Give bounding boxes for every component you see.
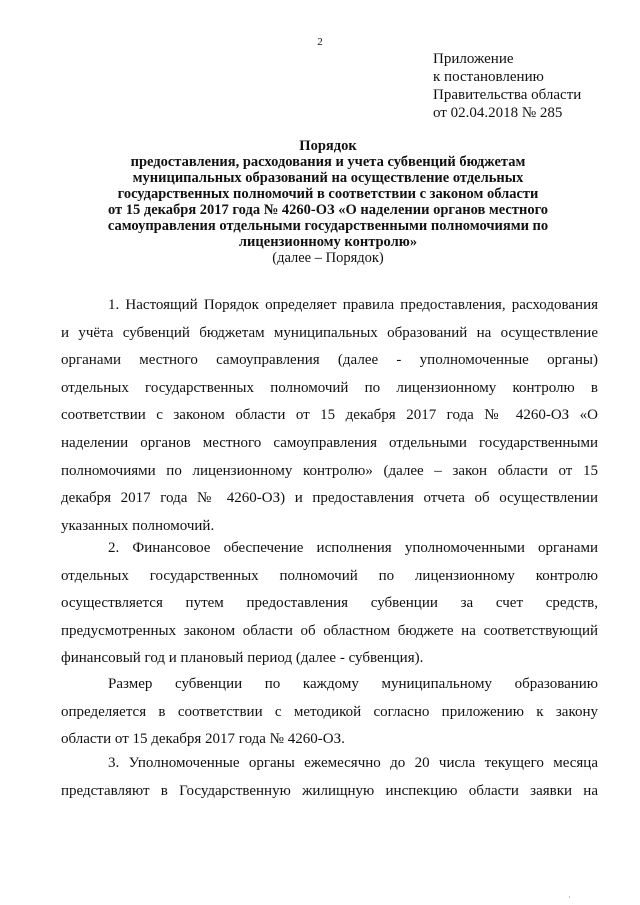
text-line: органами местного самоуправления (далее - уполномоченные органы) (61, 352, 598, 369)
appendix-line: от 02.04.2018 № 285 (433, 105, 563, 121)
title-note: (далее – Порядок) (272, 250, 384, 266)
text-line: 2. Финансовое обеспечение исполнения уполномоченными органами (108, 540, 598, 556)
text-line: предусмотренных законом области об областном бюджете на соответствующий (61, 622, 598, 639)
paragraph-2 (61, 535, 598, 673)
title-line: государственных полномочий в соответствии с законом области (117, 186, 539, 202)
text-line: указанных полномочий. (61, 517, 215, 534)
title-line: самоуправления отдельными государственными полномочиями по (107, 218, 549, 234)
appendix-line: Приложение (433, 51, 514, 67)
text-line: осуществляется путем предоставления субвенции за счет средств, (61, 595, 598, 612)
title-heading: Порядок (299, 138, 357, 154)
text-line: 1. Настоящий Порядок определяет правила предоставления, расходования (108, 297, 598, 313)
page-number: 2 (317, 36, 323, 48)
text-line: Размер субвенции по каждому муниципальному образованию (108, 676, 598, 692)
document-title (60, 138, 596, 266)
text-line: соответствии с законом области от 15 декабря 2017 года № 4260-ОЗ «О (61, 407, 598, 424)
text-line: наделении органов местного самоуправления отдельными государственными (61, 434, 598, 451)
text-line: декабря 2017 года № 4260-ОЗ) и предоставления отчета об осуществлении (61, 490, 598, 507)
text-line: определяется в соответствии с методикой согласно приложению к закону (61, 703, 598, 720)
paragraph-4 (61, 750, 598, 805)
title-line: лицензионному контролю» (238, 234, 418, 250)
paragraph-1 (61, 292, 598, 540)
text-line: 3. Уполномоченные органы ежемесячно до 20 числа текущего месяца (108, 755, 598, 771)
text-line: области от 15 декабря 2017 года № 4260-ОЗ. (61, 731, 345, 748)
paragraph-3 (61, 671, 598, 754)
appendix-line: Правительства области (433, 87, 582, 103)
text-line: отдельных государственных полномочий по лицензионному контролю (61, 567, 598, 584)
text-line: представляют в Государственную жилищную инспекцию области заявки на (61, 782, 598, 799)
appendix-header (433, 50, 581, 122)
title-line: от 15 декабря 2017 года № 4260-ОЗ «О наделении органов местного (107, 202, 549, 218)
title-line: муниципальных образований на осуществление отдельных (132, 170, 524, 186)
appendix-line: к постановлению (433, 69, 544, 85)
text-line: и учёта субвенций бюджетам муниципальных образований на осуществление (61, 324, 598, 341)
text-line: полномочиями по лицензионному контролю» (далее – закон области от 15 (61, 462, 598, 479)
scan-mark: · (568, 893, 571, 902)
text-line: отдельных государственных полномочий по лицензионному контролю в (61, 379, 598, 396)
title-line: предоставления, расходования и учета субвенций бюджетам (130, 154, 526, 170)
text-line: финансовый год и плановый период (далее - субвенция). (61, 650, 424, 667)
